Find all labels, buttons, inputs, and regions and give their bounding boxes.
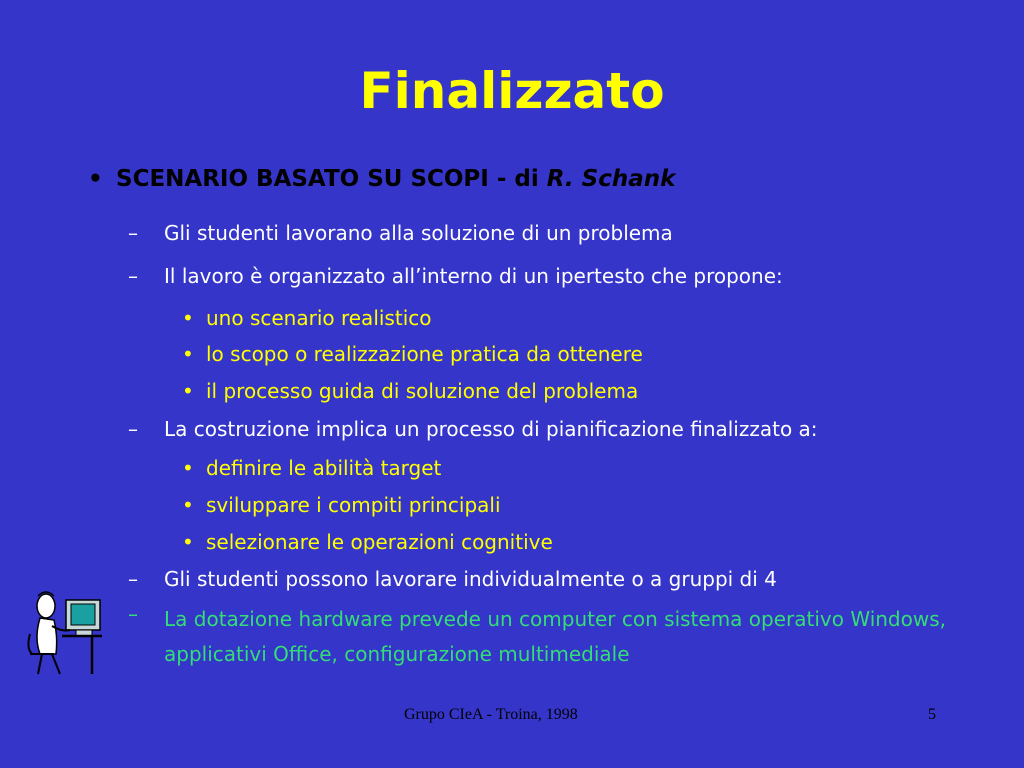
list-item-marker: – — [128, 417, 138, 441]
slide-title: Finalizzato — [359, 62, 665, 120]
footer-text: Grupo CIeA - Troina, 1998 — [404, 706, 578, 723]
person-at-computer-icon — [24, 588, 108, 682]
sub-list-item-text: il processo guida di soluzione del problema — [206, 379, 639, 403]
list-item-text: La dotazione hardware prevede un computer con sistema operativo Windows, applicativi Office, configurazione multimediale — [164, 607, 946, 666]
list-item-text: Il lavoro è organizzato all’interno di un ipertesto che propone: — [164, 264, 783, 288]
sub-list-item-marker: • — [182, 530, 194, 554]
sub-list-item-marker: • — [182, 456, 194, 480]
sub-list-item-text: uno scenario realistico — [206, 306, 432, 330]
sub-list-item-marker: • — [182, 306, 194, 330]
sub-list-item-text: lo scopo o realizzazione pratica da ottenere — [206, 342, 643, 366]
list-item-marker: – — [128, 602, 138, 626]
page-number: 5 — [928, 706, 936, 723]
sub-list-item-marker: • — [182, 379, 194, 403]
sub-list-item-marker: • — [182, 493, 194, 517]
sub-list-item-text: definire le abilità target — [206, 456, 442, 480]
sub-list-item-marker: • — [182, 342, 194, 366]
list-item-marker: – — [128, 221, 138, 245]
main-bullet-author: R. Schank — [546, 166, 676, 192]
list-item-marker: – — [128, 567, 138, 591]
list-item-marker: – — [128, 264, 138, 288]
list-item-text: La costruzione implica un processo di pianificazione finalizzato a: — [164, 417, 818, 441]
list-item — [128, 602, 958, 682]
main-bullet-heading: SCENARIO BASATO SU SCOPI - di — [116, 166, 547, 192]
list-item-text: Gli studenti possono lavorare individualmente o a gruppi di 4 — [164, 567, 777, 591]
main-bullet-text — [116, 166, 675, 192]
list-item-text: Gli studenti lavorano alla soluzione di un problema — [164, 221, 673, 245]
sub-list-item-text: selezionare le operazioni cognitive — [206, 530, 553, 554]
sub-list-item-text: sviluppare i compiti principali — [206, 493, 501, 517]
main-bullet-marker: • — [88, 166, 103, 192]
